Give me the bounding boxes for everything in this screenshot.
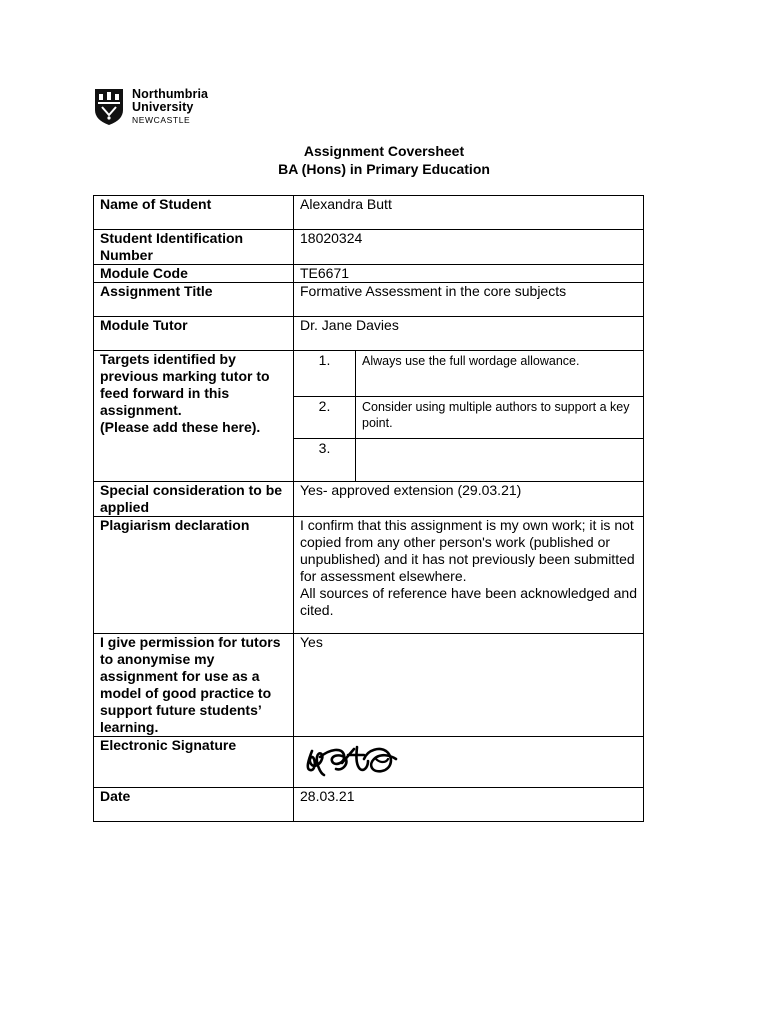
value-student-id: 18020324 xyxy=(294,230,644,265)
label-module-tutor: Module Tutor xyxy=(94,317,294,351)
row-module-tutor xyxy=(94,317,644,351)
label-student-name: Name of Student xyxy=(94,196,294,230)
targets-table xyxy=(294,351,643,481)
signature-cell xyxy=(294,737,644,788)
label-signature: Electronic Signature xyxy=(94,737,294,788)
row-assignment-title xyxy=(94,283,644,317)
row-special-consideration xyxy=(94,482,644,517)
document-subtitle: BA (Hons) in Primary Education xyxy=(278,161,490,177)
label-student-id: Student Identification Number xyxy=(94,230,294,265)
value-assignment-title: Formative Assessment in the core subjects xyxy=(294,283,644,317)
targets-cell xyxy=(294,351,644,482)
target-row xyxy=(294,351,643,396)
document-title: Assignment Coversheet xyxy=(303,143,465,159)
target-row xyxy=(294,396,643,438)
value-student-name: Alexandra Butt xyxy=(294,196,644,230)
target-number: 2. xyxy=(294,396,356,438)
value-module-tutor: Dr. Jane Davies xyxy=(294,317,644,351)
target-number: 1. xyxy=(294,351,356,396)
target-row xyxy=(294,438,643,481)
value-module-code: TE6671 xyxy=(294,265,644,283)
value-permission: Yes xyxy=(294,634,644,737)
value-date: 28.03.21 xyxy=(294,788,644,822)
label-special-consideration: Special consideration to be applied xyxy=(94,482,294,517)
label-assignment-title: Assignment Title xyxy=(94,283,294,317)
label-date: Date xyxy=(94,788,294,822)
coversheet-table xyxy=(93,195,644,822)
row-student-id xyxy=(94,230,644,265)
target-text: Consider using multiple authors to support a key point. xyxy=(356,396,644,438)
row-signature xyxy=(94,737,644,788)
label-permission: I give permission for tutors to anonymise my assignment for use as a model of good practice to support future students’ learning. xyxy=(94,634,294,737)
row-plagiarism xyxy=(94,517,644,634)
university-logo xyxy=(94,87,234,127)
logo-line-3: NEWCASTLE xyxy=(132,115,191,125)
university-crest-icon xyxy=(94,88,124,126)
target-text: Always use the full wordage allowance. xyxy=(356,351,644,396)
row-student-name xyxy=(94,196,644,230)
row-targets xyxy=(94,351,644,482)
logo-line-2: University xyxy=(132,100,194,114)
value-plagiarism: I confirm that this assignment is my own work; it is not copied from any other person's work (published or unpublished) and it has not previously been submitted for assessment elsewhere. All sources of reference have been acknowledged and cited. xyxy=(294,517,644,634)
label-module-code: Module Code xyxy=(94,265,294,283)
logo-line-1: Northumbria xyxy=(132,87,209,101)
row-module-code xyxy=(94,265,644,283)
row-date xyxy=(94,788,644,822)
target-text xyxy=(356,438,644,481)
signature-image xyxy=(302,739,402,781)
label-targets: Targets identified by previous marking tutor to feed forward in this assignment. (Please add these here). xyxy=(94,351,294,482)
target-number: 3. xyxy=(294,438,356,481)
value-special-consideration: Yes- approved extension (29.03.21) xyxy=(294,482,644,517)
row-permission xyxy=(94,634,644,737)
label-plagiarism: Plagiarism declaration xyxy=(94,517,294,634)
